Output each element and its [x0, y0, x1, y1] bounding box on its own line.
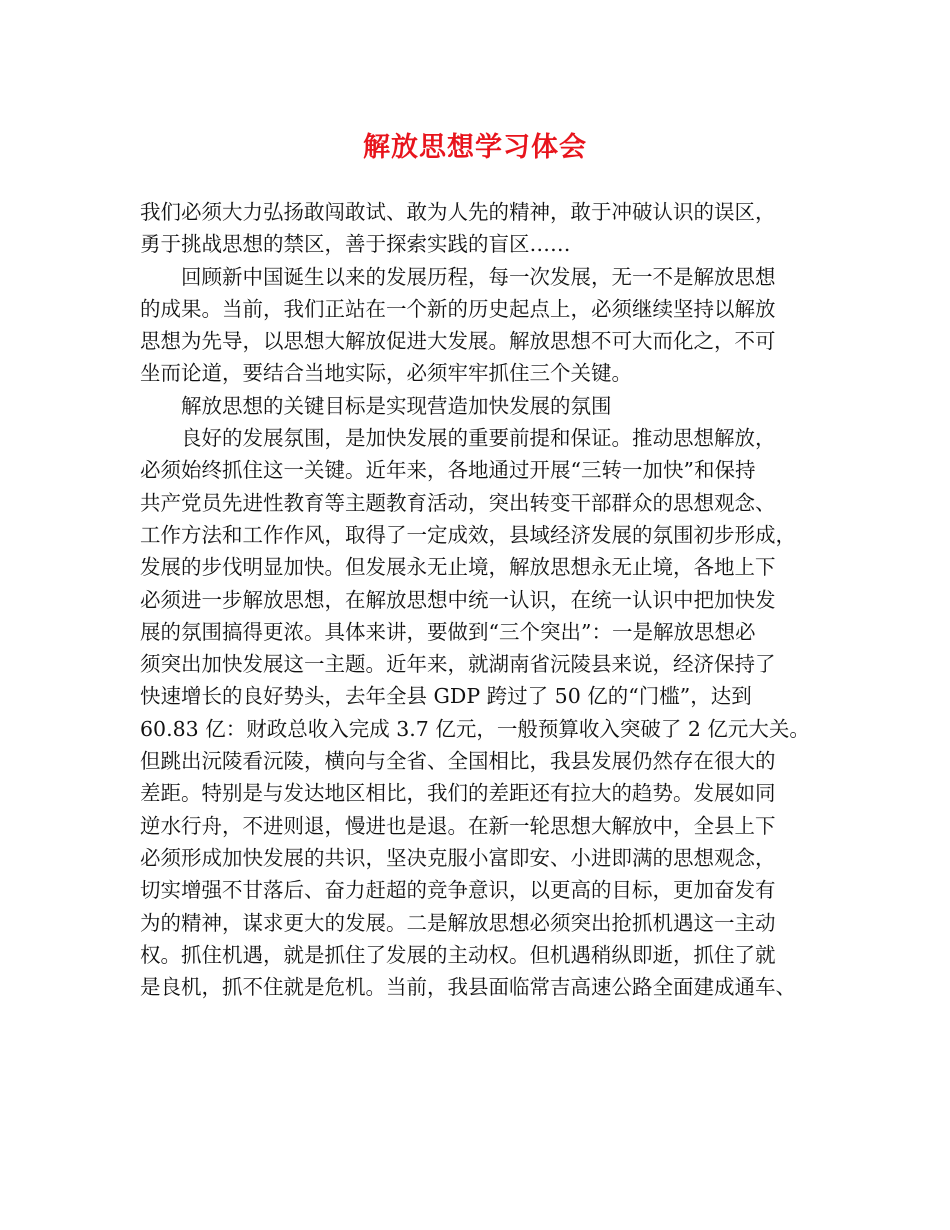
text-line: 快速增长的良好势头，去年全县 GDP 跨过了 50 亿的“门槛”，达到 [140, 684, 752, 709]
text-line: 为的精神，谋求更大的发展。二是解放思想必须突出抢抓机遇这一主动 [140, 910, 776, 935]
text-line: 发展的步伐明显加快。但发展永无止境，解放思想永无止境，各地上下 [140, 555, 776, 580]
text-line: 共产党员先进性教育等主题教育活动，突出转变干部群众的思想观念、 [140, 490, 776, 515]
document-title: 解放思想学习体会 [363, 132, 587, 163]
document-body [140, 196, 830, 1003]
text-line: 我们必须大力弘扬敢闯敢试、敢为人先的精神，敢于冲破认识的误区， [140, 200, 776, 224]
text-line: 但跳出沅陵看沅陵，横向与全省、全国相比，我县发展仍然存在很大的 [140, 749, 776, 774]
text-line: 必须进一步解放思想，在解放思想中统一认识，在统一认识中把加快发 [140, 587, 776, 612]
text-line: 工作方法和工作作风，取得了一定成效，县域经济发展的氛围初步形成， [140, 522, 796, 547]
text-line: 必须始终抓住这一关键。近年来，各地通过开展“三转一加快”和保持 [140, 458, 756, 483]
text-line: 60.83 亿：财政总收入完成 3.7 亿元，一般预算收入突破了 2 亿元大关。 [140, 716, 810, 741]
text-line: 切实增强不甘落后、奋力赶超的竞争意识，以更高的目标，更加奋发有 [140, 878, 776, 903]
text-line: 思想为先导，以思想大解放促进大发展。解放思想不可大而化之，不可 [140, 329, 776, 354]
text-line: 差距。特别是与发达地区相比，我们的差距还有拉大的趋势。发展如同 [140, 781, 776, 806]
text-line: 须突出加快发展这一主题。近年来，就湖南省沅陵县来说，经济保持了 [140, 652, 776, 677]
text-line: 良好的发展氛围，是加快发展的重要前提和保证。推动思想解放， [181, 426, 776, 451]
text-line: 逆水行舟，不进则退，慢进也是退。在新一轮思想大解放中，全县上下 [140, 813, 776, 838]
text-line: 勇于挑战思想的禁区，善于探索实践的盲区…… [140, 232, 571, 257]
text-line: 回顾新中国诞生以来的发展历程，每一次发展，无一不是解放思想 [181, 264, 776, 289]
text-line: 的成果。当前，我们正站在一个新的历史起点上，必须继续坚持以解放 [140, 296, 776, 321]
text-line: 坐而论道，要结合当地实际，必须牢牢抓住三个关键。 [140, 361, 632, 386]
text-line: 是良机，抓不住就是危机。当前，我县面临常吉高速公路全面建成通车、 [140, 975, 796, 1000]
text-line: 必须形成加快发展的共识，坚决克服小富即安、小进即满的思想观念， [140, 845, 776, 870]
text-line: 权。抓住机遇，就是抓住了发展的主动权。但机遇稍纵即逝，抓住了就 [140, 942, 776, 967]
text-line: 展的氛围搞得更浓。具体来讲，要做到“三个突出”：一是解放思想必 [140, 619, 756, 644]
text-line: 解放思想的关键目标是实现营造加快发展的氛围 [181, 393, 612, 418]
